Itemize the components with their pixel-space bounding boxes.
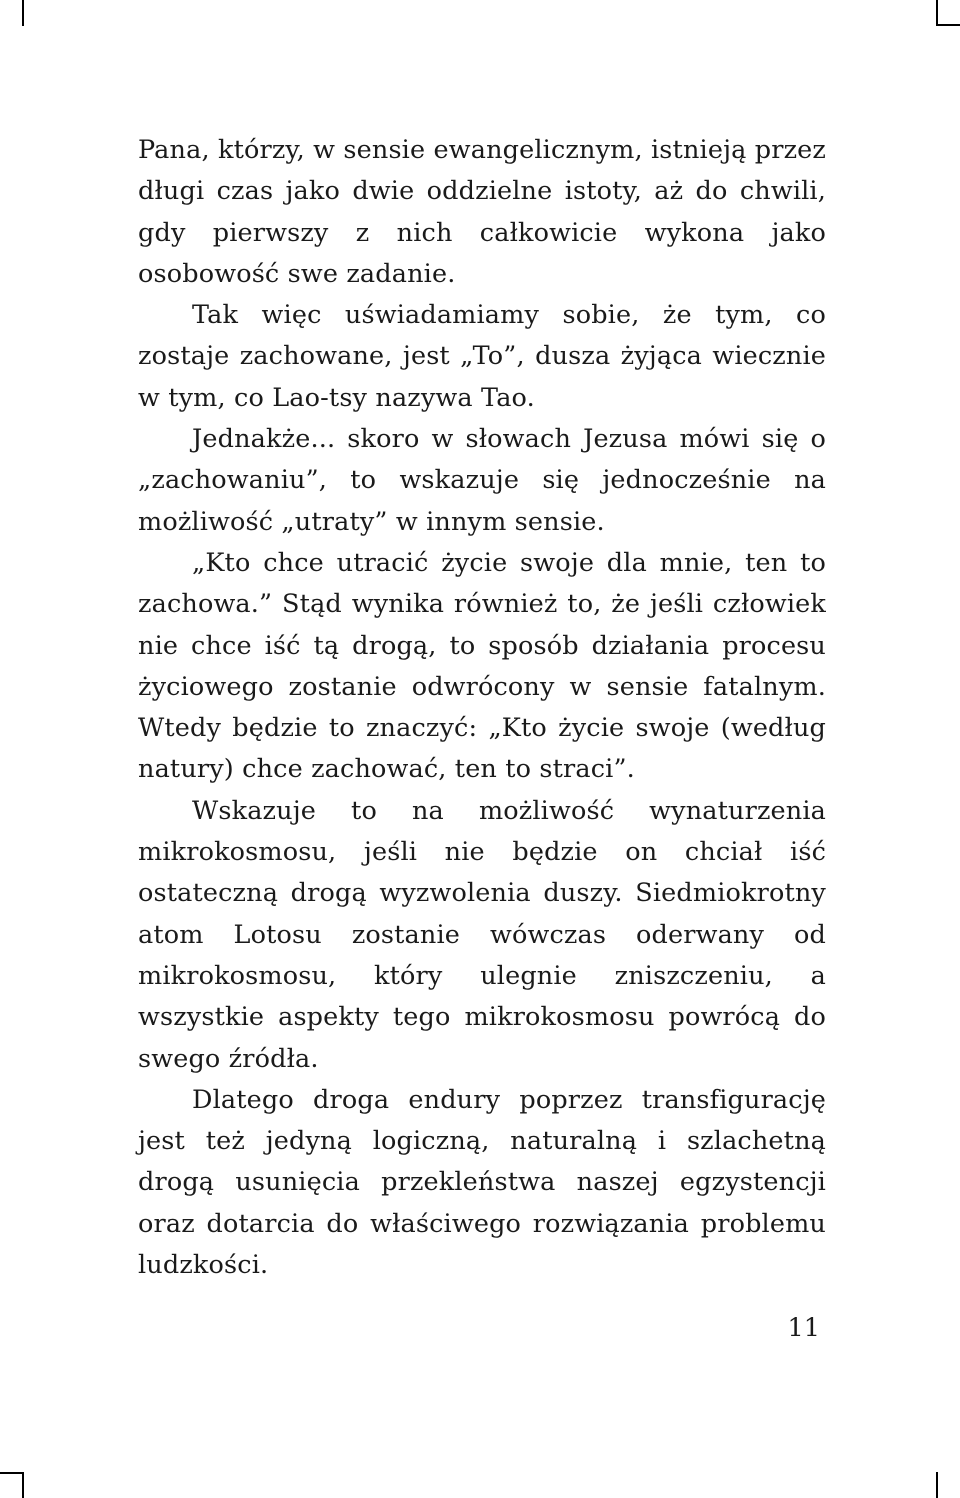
crop-mark-top-left-v: [22, 0, 24, 26]
crop-mark-bottom-left-v: [22, 1472, 24, 1498]
paragraph-6: Dlatego droga endury poprzez transfigurację jest też jedyną logiczną, naturalną i szlachetną drogą usunięcia przekleństwa naszej egzystencji oraz dotarcia do właściwego rozwiązania problemu ludzkości.: [138, 1084, 826, 1281]
paragraph-4: „Kto chce utracić życie swoje dla mnie, ten to zachowa.” Stąd wynika również to, że jeśli człowiek nie chce iść tą drogą, to sposób działania procesu życiowego zostanie odwrócony w sensie fatalnym. Wtedy będzie to znaczyć: „Kto życie swoje (według natury) chce zachować, ten to straci”.: [138, 547, 826, 785]
crop-mark-bottom-right-v: [936, 1472, 938, 1498]
body-text: [138, 130, 826, 1286]
paragraph-3: Jednakże... skoro w słowach Jezusa mówi się o „zachowaniu”, to wskazuje się jednocześnie na możliwość „utraty” w innym sensie.: [138, 424, 826, 537]
paragraph-2: Tak więc uświadamiamy sobie, że tym, co zostaje zachowane, jest „To”, dusza żyjąca wiecznie w tym, co Lao-tsy nazywa Tao.: [138, 300, 826, 413]
crop-mark-top-right-h: [938, 24, 960, 26]
paragraph-1: Pana, którzy, w sensie ewangelicznym, istnieją przez długi czas jako dwie oddzielne istoty, aż do chwili, gdy pierwszy z nich całkowicie wykona jako osobowość swe zadanie.: [138, 135, 826, 289]
page-number: 11: [787, 1313, 820, 1343]
crop-mark-top-right-v: [936, 0, 938, 26]
crop-mark-bottom-left-h: [0, 1472, 22, 1474]
paragraph-5: Wskazuje to na możliwość wynaturzenia mikrokosmosu, jeśli nie będzie on chciał iść ostateczną drogą wyzwolenia duszy. Siedmiokrotny atom Lotosu zostanie wówczas oderwany od mikrokosmosu, który ulegnie zniszczeniu, a wszystkie aspekty tego mikrokosmosu powrócą do swego źródła.: [138, 795, 826, 1074]
